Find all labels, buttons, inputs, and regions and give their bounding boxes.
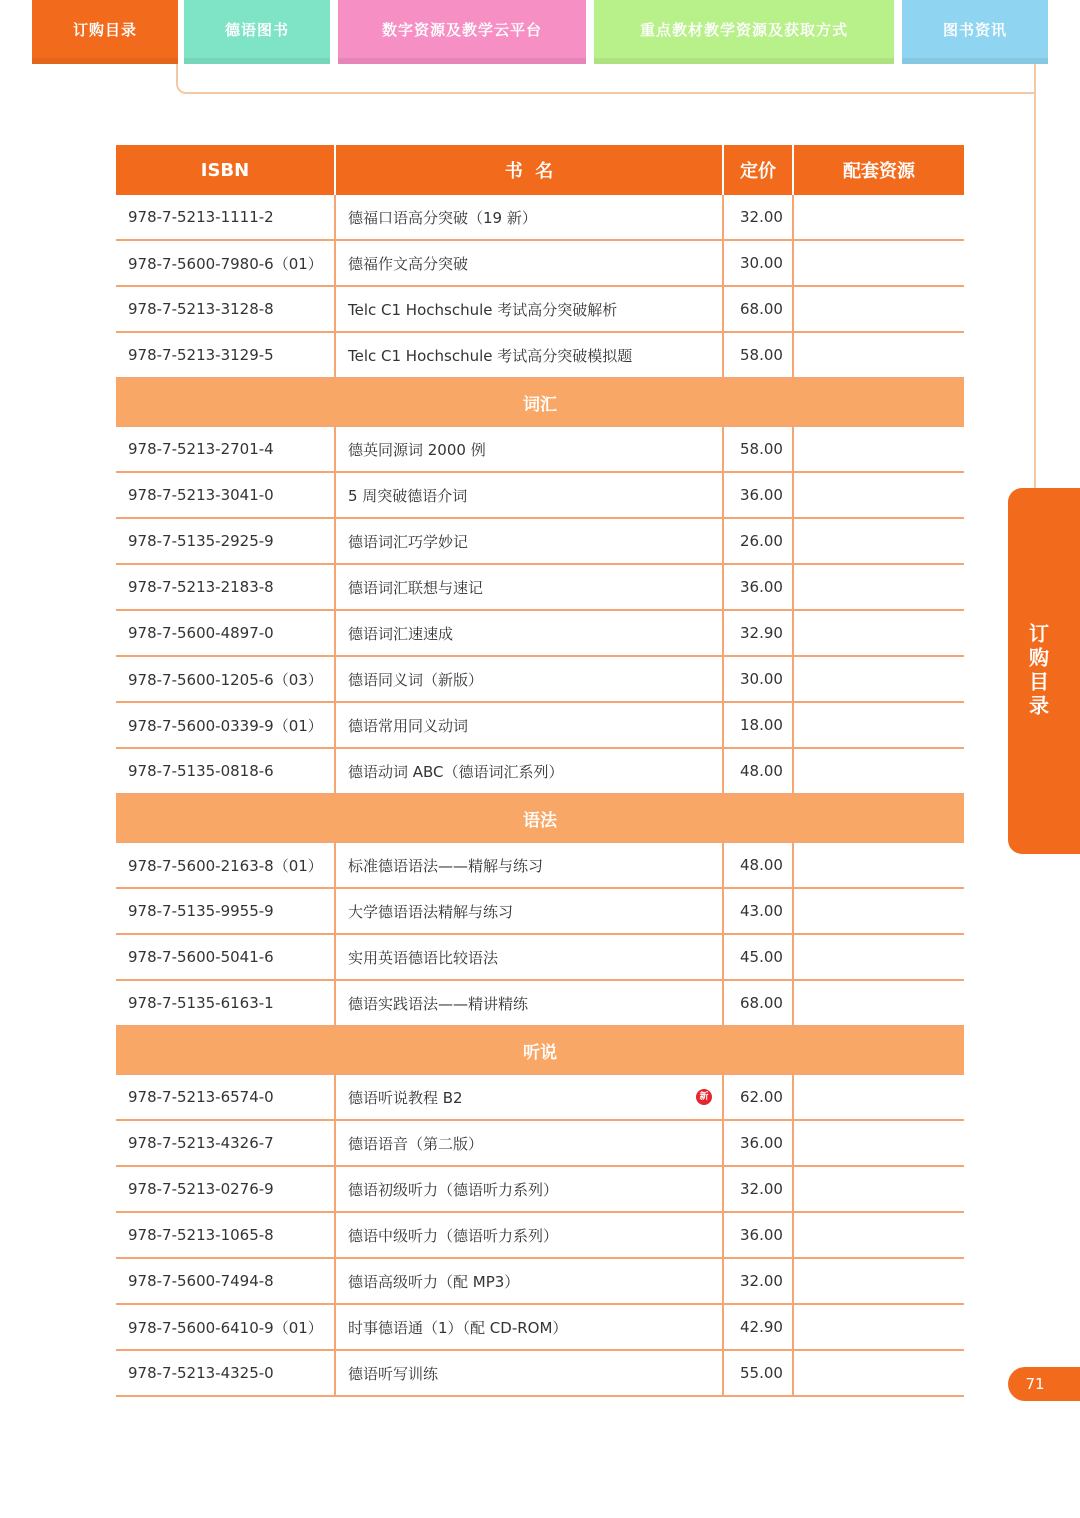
book-title: 德福口语高分突破（19 新） [348, 208, 537, 227]
isbn-cell: 978-7-5213-6574-0 [116, 1074, 335, 1120]
isbn-cell: 978-7-5600-7980-6（01） [116, 240, 335, 286]
table-header-row [116, 145, 964, 195]
table-row [116, 1166, 964, 1212]
resources-cell [793, 332, 964, 378]
title-cell [335, 1258, 723, 1304]
book-title: 时事德语通（1）（配 CD-ROM） [348, 1318, 568, 1337]
isbn-cell: 978-7-5135-2925-9 [116, 518, 335, 564]
section-row [116, 794, 964, 842]
resources-cell [793, 888, 964, 934]
isbn-cell: 978-7-5213-4326-7 [116, 1120, 335, 1166]
isbn-cell: 978-7-5213-2701-4 [116, 426, 335, 472]
book-title: 德语动词 ABC（德语词汇系列） [348, 762, 564, 781]
price-cell: 36.00 [723, 1120, 793, 1166]
table-row [116, 702, 964, 748]
resources-cell [793, 748, 964, 794]
price-cell: 26.00 [723, 518, 793, 564]
price-cell: 62.00 [723, 1074, 793, 1120]
resources-cell [793, 564, 964, 610]
book-title: 德福作文高分突破 [348, 254, 469, 273]
price-cell: 55.00 [723, 1350, 793, 1396]
title-cell [335, 332, 723, 378]
header-isbn: ISBN [116, 145, 335, 195]
book-title: 德英同源词 2000 例 [348, 440, 486, 459]
title-cell [335, 1304, 723, 1350]
title-cell [335, 1166, 723, 1212]
price-cell: 36.00 [723, 1212, 793, 1258]
table-row [116, 286, 964, 332]
price-cell: 36.00 [723, 472, 793, 518]
book-title: 大学德语语法精解与练习 [348, 902, 514, 921]
resources-cell [793, 1166, 964, 1212]
table-row [116, 842, 964, 888]
table-row [116, 518, 964, 564]
book-title: 标准德语语法——精解与练习 [348, 856, 544, 875]
title-cell [335, 195, 723, 240]
isbn-cell: 978-7-5600-4897-0 [116, 610, 335, 656]
isbn-cell: 978-7-5600-6410-9（01） [116, 1304, 335, 1350]
isbn-cell: 978-7-5135-9955-9 [116, 888, 335, 934]
book-title: Telc C1 Hochschule 考试高分突破模拟题 [348, 346, 633, 365]
resources-cell [793, 702, 964, 748]
page-frame-right [1034, 92, 1036, 492]
book-title: 德语词汇巧学妙记 [348, 532, 469, 551]
isbn-cell: 978-7-5213-1065-8 [116, 1212, 335, 1258]
isbn-cell: 978-7-5600-5041-6 [116, 934, 335, 980]
book-title: 德语实践语法——精讲精练 [348, 994, 529, 1013]
price-cell: 30.00 [723, 656, 793, 702]
price-cell: 18.00 [723, 702, 793, 748]
table-row [116, 426, 964, 472]
book-title: Telc C1 Hochschule 考试高分突破解析 [348, 300, 618, 319]
book-title: 德语词汇速速成 [348, 624, 454, 643]
book-title: 德语同义词（新版） [348, 670, 484, 689]
book-title: 德语听写训练 [348, 1364, 439, 1383]
price-cell: 32.00 [723, 195, 793, 240]
resources-cell [793, 980, 964, 1026]
book-title: 实用英语德语比较语法 [348, 948, 499, 967]
resources-cell [793, 1074, 964, 1120]
title-cell [335, 888, 723, 934]
isbn-cell: 978-7-5213-2183-8 [116, 564, 335, 610]
price-cell: 36.00 [723, 564, 793, 610]
table-row [116, 564, 964, 610]
title-cell [335, 748, 723, 794]
isbn-cell: 978-7-5600-2163-8（01） [116, 842, 335, 888]
title-cell [335, 1350, 723, 1396]
tab-digital-platform[interactable]: 数字资源及教学云平台 [338, 0, 586, 64]
title-cell [335, 472, 723, 518]
resources-cell [793, 240, 964, 286]
title-cell [335, 426, 723, 472]
book-title: 5 周突破德语介词 [348, 486, 468, 505]
resources-cell [793, 195, 964, 240]
resources-cell [793, 1350, 964, 1396]
tab-order-catalog[interactable]: 订购目录 [32, 0, 178, 64]
table-row [116, 934, 964, 980]
isbn-cell: 978-7-5213-3128-8 [116, 286, 335, 332]
header-title: 书 名 [335, 145, 723, 195]
price-cell: 32.90 [723, 610, 793, 656]
resources-cell [793, 1212, 964, 1258]
table-row [116, 1074, 964, 1120]
table-row [116, 888, 964, 934]
title-cell [335, 286, 723, 332]
title-cell [335, 1120, 723, 1166]
isbn-cell: 978-7-5600-1205-6（03） [116, 656, 335, 702]
top-tab-bar [0, 0, 1080, 70]
title-cell [335, 1212, 723, 1258]
tab-teaching-resources[interactable]: 重点教材教学资源及获取方式 [594, 0, 894, 64]
book-title: 德语常用同义动词 [348, 716, 469, 735]
title-cell [335, 564, 723, 610]
resources-cell [793, 610, 964, 656]
resources-cell [793, 1258, 964, 1304]
isbn-cell: 978-7-5135-0818-6 [116, 748, 335, 794]
page-frame-top [176, 64, 1036, 94]
section-label: 词汇 [116, 378, 964, 426]
resources-cell [793, 426, 964, 472]
table-row [116, 980, 964, 1026]
title-cell [335, 934, 723, 980]
side-tab-label: 订购目录 [1025, 623, 1050, 719]
price-cell: 68.00 [723, 980, 793, 1026]
isbn-cell: 978-7-5135-6163-1 [116, 980, 335, 1026]
title-cell [335, 842, 723, 888]
price-cell: 42.90 [723, 1304, 793, 1350]
tab-german-books[interactable]: 德语图书 [184, 0, 330, 64]
table-row [116, 1258, 964, 1304]
table-row [116, 472, 964, 518]
table-row [116, 195, 964, 240]
resources-cell [793, 656, 964, 702]
resources-cell [793, 842, 964, 888]
header-resources: 配套资源 [793, 145, 964, 195]
title-cell [335, 1074, 723, 1120]
table-row [116, 1120, 964, 1166]
price-cell: 30.00 [723, 240, 793, 286]
title-cell [335, 980, 723, 1026]
header-price: 定价 [723, 145, 793, 195]
isbn-cell: 978-7-5213-3041-0 [116, 472, 335, 518]
table-row [116, 656, 964, 702]
price-cell: 68.00 [723, 286, 793, 332]
resources-cell [793, 1304, 964, 1350]
resources-cell [793, 1120, 964, 1166]
new-badge-icon: 新 [696, 1089, 712, 1105]
isbn-cell: 978-7-5600-0339-9（01） [116, 702, 335, 748]
catalog-table [116, 145, 964, 1397]
title-cell [335, 702, 723, 748]
resources-cell [793, 472, 964, 518]
price-cell: 48.00 [723, 748, 793, 794]
title-cell [335, 240, 723, 286]
section-row [116, 1026, 964, 1074]
book-title: 德语中级听力（德语听力系列） [348, 1226, 559, 1245]
section-label: 语法 [116, 794, 964, 842]
side-tab[interactable] [1008, 488, 1080, 854]
section-row [116, 378, 964, 426]
price-cell: 58.00 [723, 426, 793, 472]
isbn-cell: 978-7-5600-7494-8 [116, 1258, 335, 1304]
isbn-cell: 978-7-5213-3129-5 [116, 332, 335, 378]
catalog-body [116, 195, 964, 1396]
section-label: 听说 [116, 1026, 964, 1074]
book-title: 德语语音（第二版） [348, 1134, 484, 1153]
price-cell: 32.00 [723, 1166, 793, 1212]
book-title: 德语听说教程 B2 [348, 1088, 463, 1107]
price-cell: 48.00 [723, 842, 793, 888]
table-row [116, 1212, 964, 1258]
tab-book-news[interactable]: 图书资讯 [902, 0, 1048, 64]
table-row [116, 1350, 964, 1396]
table-row [116, 748, 964, 794]
isbn-cell: 978-7-5213-1111-2 [116, 195, 335, 240]
title-cell [335, 518, 723, 564]
title-cell [335, 656, 723, 702]
table-row [116, 1304, 964, 1350]
book-title: 德语词汇联想与速记 [348, 578, 484, 597]
price-cell: 32.00 [723, 1258, 793, 1304]
resources-cell [793, 934, 964, 980]
page-number: 71 [1008, 1367, 1080, 1401]
book-title: 德语初级听力（德语听力系列） [348, 1180, 559, 1199]
price-cell: 58.00 [723, 332, 793, 378]
price-cell: 45.00 [723, 934, 793, 980]
title-cell [335, 610, 723, 656]
table-row [116, 332, 964, 378]
isbn-cell: 978-7-5213-4325-0 [116, 1350, 335, 1396]
book-title: 德语高级听力（配 MP3） [348, 1272, 520, 1291]
price-cell: 43.00 [723, 888, 793, 934]
resources-cell [793, 518, 964, 564]
table-row [116, 610, 964, 656]
table-row [116, 240, 964, 286]
resources-cell [793, 286, 964, 332]
isbn-cell: 978-7-5213-0276-9 [116, 1166, 335, 1212]
